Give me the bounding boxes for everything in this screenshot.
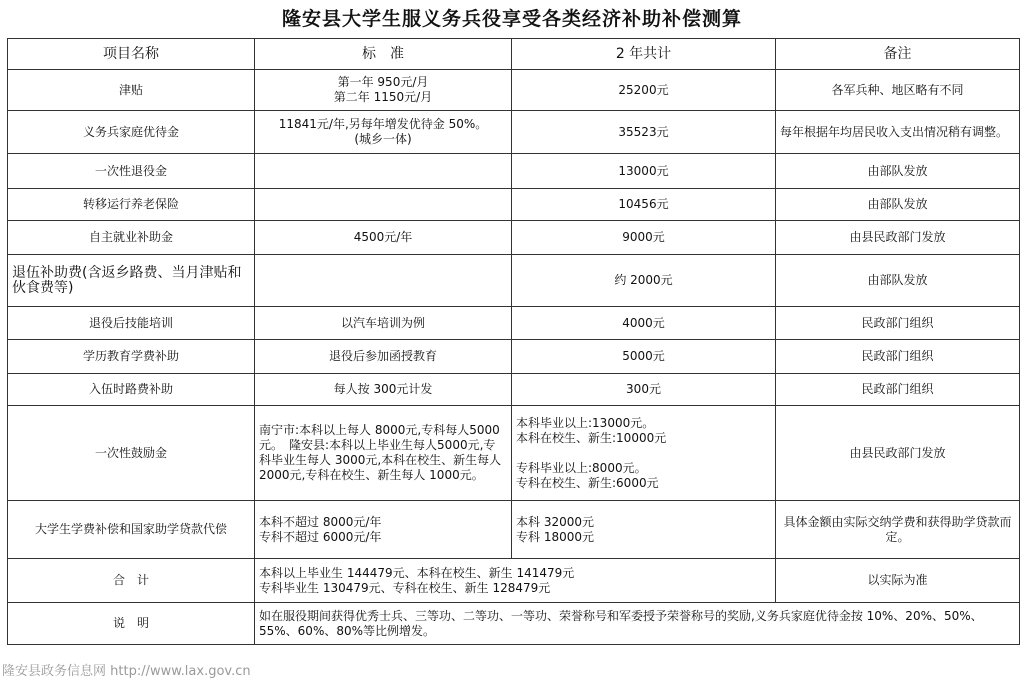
table-row bbox=[8, 501, 1020, 559]
standard-cell bbox=[255, 189, 512, 221]
total-cell: 13000元 bbox=[512, 154, 776, 189]
total-cell: 35523元 bbox=[512, 111, 776, 154]
remark-cell: 由部队发放 bbox=[776, 189, 1020, 221]
remark-cell: 由县民政部门发放 bbox=[776, 406, 1020, 501]
remark-cell: 各军兵种、地区略有不同 bbox=[776, 70, 1020, 111]
total-cell: 本科毕业以上:13000元。 本科在校生、新生:10000元 专科毕业以上:8000元。 专科在校生、新生:6000元 bbox=[512, 406, 776, 501]
remark-cell: 民政部门组织 bbox=[776, 307, 1020, 340]
compensation-table bbox=[7, 38, 1020, 645]
item-cell: 津贴 bbox=[8, 70, 255, 111]
remark-cell: 每年根据年均居民收入支出情况稍有调整。 bbox=[776, 111, 1020, 154]
remark-cell: 以实际为准 bbox=[776, 559, 1020, 603]
item-cell: 转移运行养老保险 bbox=[8, 189, 255, 221]
watermark: 隆安县政务信息网 http://www.lax.gov.cn bbox=[2, 664, 251, 679]
item-cell: 入伍时路费补助 bbox=[8, 374, 255, 406]
header-standard: 标 准 bbox=[255, 39, 512, 70]
table-row bbox=[8, 374, 1020, 406]
item-cell: 一次性退役金 bbox=[8, 154, 255, 189]
header-total: 2 年共计 bbox=[512, 39, 776, 70]
standard-cell: 南宁市:本科以上每人 8000元,专科每人5000元。 隆安县:本科以上毕业生每人5000元,专科毕业生每人 3000元,本科在校生、新生每人 2000元,专科在校生、新生每人 1000元。 bbox=[255, 406, 512, 501]
item-cell: 自主就业补助金 bbox=[8, 221, 255, 255]
table-row bbox=[8, 221, 1020, 255]
table-row bbox=[8, 406, 1020, 501]
standard-cell: 以汽车培训为例 bbox=[255, 307, 512, 340]
standard-cell: 本科以上毕业生 144479元、本科在校生、新生 141479元 专科毕业生 130479元、专科在校生、新生 128479元 bbox=[255, 559, 776, 603]
total-cell: 25200元 bbox=[512, 70, 776, 111]
standard-cell: 11841元/年,另每年增发优待金 50%。 (城乡一体) bbox=[255, 111, 512, 154]
standard-cell bbox=[255, 154, 512, 189]
item-cell: 退伍补助费(含返乡路费、当月津贴和伙食费等) bbox=[8, 255, 255, 307]
table-row bbox=[8, 559, 1020, 603]
standard-cell: 4500元/年 bbox=[255, 221, 512, 255]
total-cell: 5000元 bbox=[512, 340, 776, 374]
remark-cell: 由县民政部门发放 bbox=[776, 221, 1020, 255]
header-item: 项目名称 bbox=[8, 39, 255, 70]
standard-cell bbox=[255, 255, 512, 307]
table-row bbox=[8, 340, 1020, 374]
table-row bbox=[8, 189, 1020, 221]
total-cell: 9000元 bbox=[512, 221, 776, 255]
table-row bbox=[8, 307, 1020, 340]
remark-cell: 民政部门组织 bbox=[776, 374, 1020, 406]
item-cell: 一次性鼓励金 bbox=[8, 406, 255, 501]
header-remark: 备注 bbox=[776, 39, 1020, 70]
item-cell: 大学生学费补偿和国家助学贷款代偿 bbox=[8, 501, 255, 559]
table-header-row bbox=[8, 39, 1020, 70]
page-title: 隆安县大学生服义务兵役享受各类经济补助补偿测算 bbox=[281, 8, 742, 30]
item-cell: 说 明 bbox=[8, 603, 255, 645]
standard-cell: 退役后参加函授教育 bbox=[255, 340, 512, 374]
item-cell: 合 计 bbox=[8, 559, 255, 603]
table-row bbox=[8, 255, 1020, 307]
remark-cell: 由部队发放 bbox=[776, 255, 1020, 307]
remark-cell: 具体金额由实际交纳学费和获得助学贷款而定。 bbox=[776, 501, 1020, 559]
standard-cell: 第一年 950元/月 第二年 1150元/月 bbox=[255, 70, 512, 111]
item-cell: 义务兵家庭优待金 bbox=[8, 111, 255, 154]
item-cell: 退役后技能培训 bbox=[8, 307, 255, 340]
standard-cell: 本科不超过 8000元/年 专科不超过 6000元/年 bbox=[255, 501, 512, 559]
table-row bbox=[8, 154, 1020, 189]
total-cell: 约 2000元 bbox=[512, 255, 776, 307]
total-cell: 10456元 bbox=[512, 189, 776, 221]
total-cell: 本科 32000元 专科 18000元 bbox=[512, 501, 776, 559]
note-cell: 如在服役期间获得优秀士兵、三等功、二等功、一等功、荣誉称号和军委授予荣誉称号的奖励,义务兵家庭优待金按 10%、20%、50%、55%、60%、80%等比例增发。 bbox=[255, 603, 1020, 645]
standard-cell: 每人按 300元计发 bbox=[255, 374, 512, 406]
remark-cell: 民政部门组织 bbox=[776, 340, 1020, 374]
total-cell: 300元 bbox=[512, 374, 776, 406]
item-cell: 学历教育学费补助 bbox=[8, 340, 255, 374]
total-cell: 4000元 bbox=[512, 307, 776, 340]
remark-cell: 由部队发放 bbox=[776, 154, 1020, 189]
table-row bbox=[8, 70, 1020, 111]
table-row bbox=[8, 603, 1020, 645]
table-row bbox=[8, 111, 1020, 154]
